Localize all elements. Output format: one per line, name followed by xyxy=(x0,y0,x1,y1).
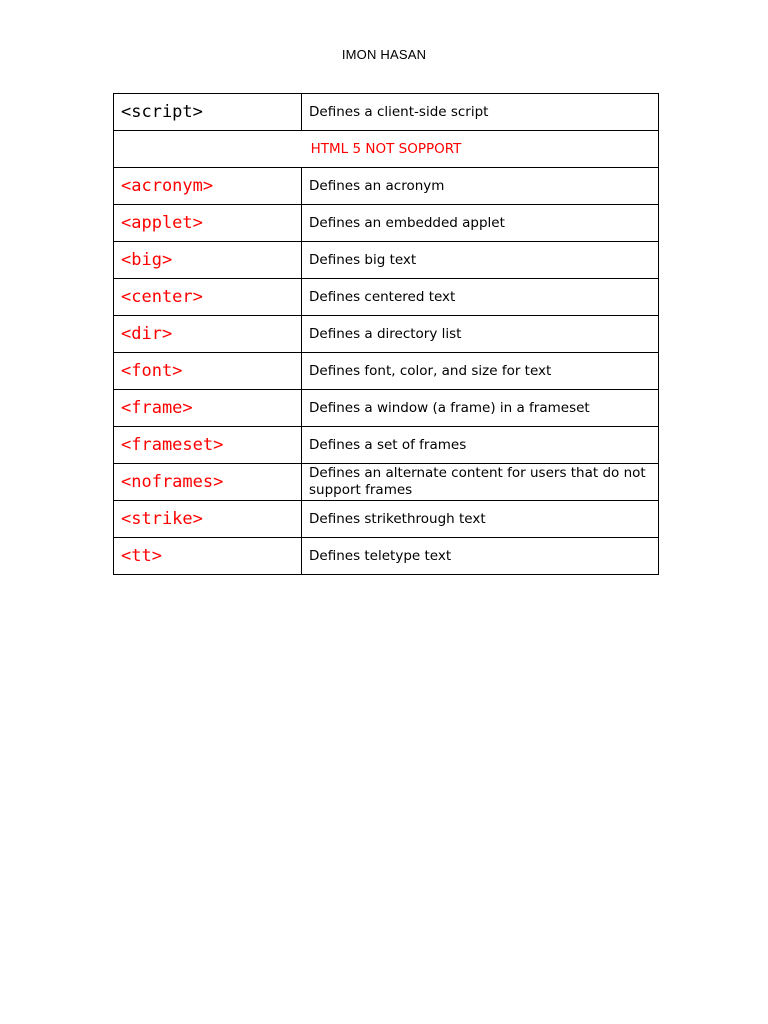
description-cell: Defines an alternate content for users that do not support frames xyxy=(302,464,659,501)
table-row xyxy=(114,538,659,575)
description-cell: Defines an embedded applet xyxy=(302,205,659,242)
description-cell: Defines teletype text xyxy=(302,538,659,575)
tag-cell: <applet> xyxy=(114,205,302,242)
description-cell: Defines a window (a frame) in a frameset xyxy=(302,390,659,427)
tag-cell: <strike> xyxy=(114,501,302,538)
table-row xyxy=(114,279,659,316)
html-tags-table xyxy=(113,93,659,575)
description-cell: Defines font, color, and size for text xyxy=(302,353,659,390)
table-row xyxy=(114,353,659,390)
tag-cell: <big> xyxy=(114,242,302,279)
description-cell: Defines strikethrough text xyxy=(302,501,659,538)
tag-cell: <center> xyxy=(114,279,302,316)
section-row xyxy=(114,131,659,168)
section-label-not-supported: HTML 5 NOT SOPPORT xyxy=(114,131,659,168)
tag-cell-script: <script> xyxy=(114,94,302,131)
description-cell: Defines a set of frames xyxy=(302,427,659,464)
tag-cell: <acronym> xyxy=(114,168,302,205)
description-cell: Defines an acronym xyxy=(302,168,659,205)
description-cell: Defines centered text xyxy=(302,279,659,316)
table-row xyxy=(114,501,659,538)
table-row xyxy=(114,427,659,464)
tag-cell: <tt> xyxy=(114,538,302,575)
description-cell-script: Defines a client-side script xyxy=(302,94,659,131)
table-row xyxy=(114,464,659,501)
tag-cell: <frameset> xyxy=(114,427,302,464)
description-cell: Defines a directory list xyxy=(302,316,659,353)
table-row-script xyxy=(114,94,659,131)
table-row xyxy=(114,242,659,279)
table-row xyxy=(114,205,659,242)
tag-cell: <noframes> xyxy=(114,464,302,501)
tag-cell: <frame> xyxy=(114,390,302,427)
tag-cell: <dir> xyxy=(114,316,302,353)
description-cell: Defines big text xyxy=(302,242,659,279)
table-row xyxy=(114,316,659,353)
table-row xyxy=(114,168,659,205)
tag-cell: <font> xyxy=(114,353,302,390)
page-header-author: IMON HASAN xyxy=(341,47,427,62)
table-row xyxy=(114,390,659,427)
